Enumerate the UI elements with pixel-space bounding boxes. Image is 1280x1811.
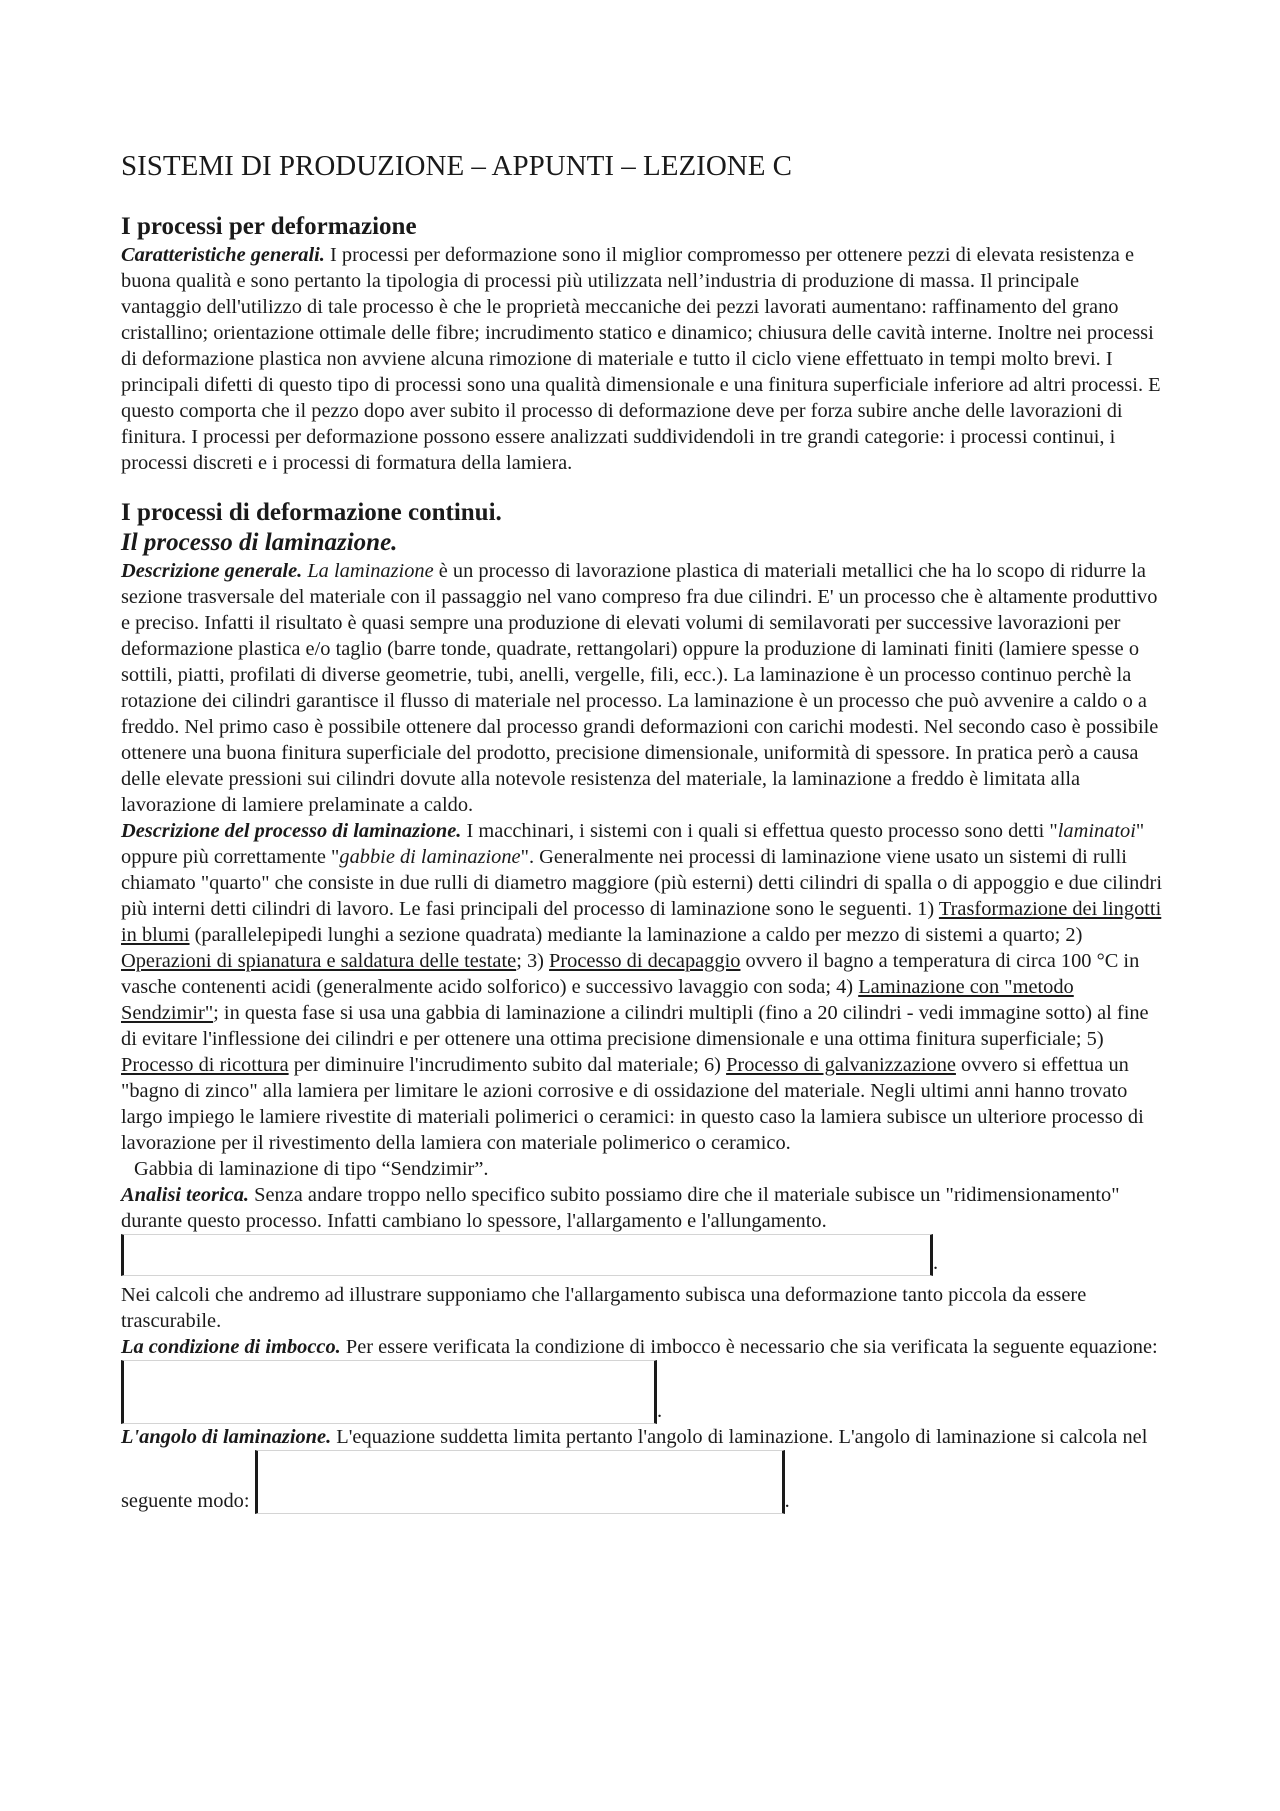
document-page	[121, 148, 1163, 1514]
step-4-link[interactable]: Laminazione con "metodo Sendzimir"	[121, 976, 1074, 1024]
step-5-link[interactable]: Processo di ricottura	[121, 1054, 289, 1076]
equation-image-placeholder	[255, 1450, 785, 1514]
paragraph-angolo-laminazione: L'angolo di laminazione. L'equazione suddetta limita pertanto l'angolo di laminazione. L'angolo di laminazione si calcola nel seguente modo: .	[121, 1426, 1148, 1512]
section-heading-deformazione: I processi per deformazione	[121, 213, 417, 240]
lead-condizione-imbocco: La condizione di imbocco.	[121, 1336, 341, 1358]
section-heading-continui: I processi di deformazione continui.	[121, 499, 502, 526]
paragraph-allargamento: Nei calcoli che andremo ad illustrare supponiamo che l'allargamento subisca una deformazione tanto piccola da essere trascurabile.	[121, 1284, 1087, 1332]
subheading-laminazione: Il processo di laminazione.	[121, 529, 398, 556]
paragraph-descrizione-processo: Descrizione del processo di laminazione. I macchinari, i sistemi con i quali si effettua questo processo sono detti "laminatoi" oppure più correttamente "gabbie di laminazione". Generalmente nei processi di laminazione viene usato un sistemi di rulli chiamato "quarto" che consiste in due rulli di diametro maggiore (più esterni) detti cilindri di spalla o di appoggio e due cilindri più interni detti cilindri di lavoro. Le fasi principali del processo di laminazione sono le seguenti. 1) Trasformazione dei lingotti in blumi (parallelepipedi lunghi a sezione quadrata) mediante la laminazione a caldo per mezzo di sistemi a quarto; 2) Operazioni di spianatura e saldatura delle testate; 3) Processo di decapaggio ovvero il bagno a temperatura di circa 100 °C in vasche contenenti acidi (generalmente acido solforico) e successivo lavaggio con soda; 4) Laminazione con "metodo Sendzimir"; in questa fase si usa una gabbia di laminazione a cilindri multipli (fino a 20 cilindri - vedi immagine sotto) al fine di evitare l'inflessione dei cilindri e per ottenere una ottima precisione dimensionale e una ottima finitura superficiale; 5) Processo di ricottura per diminuire l'incrudimento subito dal materiale; 6) Processo di galvanizzazione ovvero si effettua un "bagno di zinco" alla lamiera per limitare le azioni corrosive e di ossidazione del materiale. Negli ultimi anni hanno trovato largo impiego le lamiere rivestite di materiali polimerici o ceramici: in questo caso la lamiera subisce un ulteriore processo di lavorazione per il rivestimento della lamiera con materiale polimerico o ceramico.	[121, 820, 1162, 1154]
lead-descrizione-generale: Descrizione generale.	[121, 560, 303, 582]
lead-descrizione-processo: Descrizione del processo di laminazione.	[121, 820, 462, 842]
lead-angolo-laminazione: L'angolo di laminazione.	[121, 1426, 332, 1448]
step-1-link[interactable]: Trasformazione dei lingotti in blumi	[121, 898, 1162, 946]
paragraph-descrizione-generale: Descrizione generale. La laminazione è un processo di lavorazione plastica di materiali metallici che ha lo scopo di ridurre la sezione trasversale del materiale con il passaggio nel vano compreso fra due cilindri. E' un processo che è altamente produttivo e preciso. Infatti il risultato è quasi sempre una produzione di elevati volumi di semilavorati per successive lavorazioni per deformazione plastica e/o taglio (barre tonde, quadrate, rettangolari) oppure la produzione di laminati finiti (lamiere spesse o sottili, piatti, profilati di diverse geometrie, tubi, anelli, vergelle, fili, ecc.). La laminazione è un processo continuo perchè la rotazione dei cilindri garantisce il flusso di materiale nel processo. La laminazione è un processo che può avvenire a caldo o a freddo. Nel primo caso è possibile ottenere dal processo grandi deformazioni con carichi modesti. Nel secondo caso è possibile ottenere una buona finitura superficiale del prodotto, precisione dimensionale, uniformità di spessore. In pratica però a causa delle elevate pressioni sui cilindri dovute alla notevole resistenza del materiale, la laminazione a freddo è limitata alla lavorazione di lamiere prelaminate a caldo.	[121, 560, 1159, 816]
document-title: SISTEMI DI PRODUZIONE – APPUNTI – LEZIONE C	[121, 150, 793, 182]
lead-analisi-teorica: Analisi teorica.	[121, 1184, 250, 1206]
equation-row-1: .	[121, 1234, 1163, 1276]
step-2-link[interactable]: Operazioni di spianatura e saldatura delle testate	[121, 950, 517, 972]
paragraph-caratteristiche: Caratteristiche generali. I processi per deformazione sono il miglior compromesso per ottenere pezzi di elevata resistenza e buona qualità e sono pertanto la tipologia di processi più utilizzata nell’industria di produzione di massa. Il principale vantaggio dell'utilizzo di tale processo è che le proprietà meccaniche dei pezzi lavorati aumentano: raffinamento del grano cristallino; orientazione ottimale delle fibre; incrudimento statico e dinamico; chiusura delle cavità interne. Inoltre nei processi di deformazione plastica non avviene alcuna rimozione di materiale e tutto il ciclo viene effettuato in tempi molto brevi. I principali difetti di questo tipo di processi sono una qualità dimensionale e una finitura superficiale inferiore ad altri processi. E questo comporta che il pezzo dopo aver subito il processo di deformazione deve per forza subire anche delle lavorazioni di finitura. I processi per deformazione possono essere analizzati suddividendoli in tre grandi categorie: i processi continui, i processi discreti e i processi di formatura della lamiera.	[121, 244, 1161, 474]
step-6-link[interactable]: Processo di galvanizzazione	[726, 1054, 956, 1076]
equation-image-placeholder	[121, 1234, 933, 1276]
paragraph-analisi-teorica: Analisi teorica. Senza andare troppo nello specifico subito possiamo dire che il materiale subisce un "ridimensionamento" durante questo processo. Infatti cambiano lo spessore, l'allargamento e l'allungamento.	[121, 1184, 1120, 1232]
step-3-link[interactable]: Processo di decapaggio	[549, 950, 741, 972]
paragraph-condizione-imbocco: La condizione di imbocco. Per essere verificata la condizione di imbocco è necessario che sia verificata la seguente equazione: .	[121, 1336, 1158, 1422]
lead-caratteristiche: Caratteristiche generali.	[121, 244, 325, 266]
figure-caption: Gabbia di laminazione di tipo “Sendzimir”.	[134, 1158, 489, 1180]
equation-image-placeholder	[121, 1360, 657, 1424]
